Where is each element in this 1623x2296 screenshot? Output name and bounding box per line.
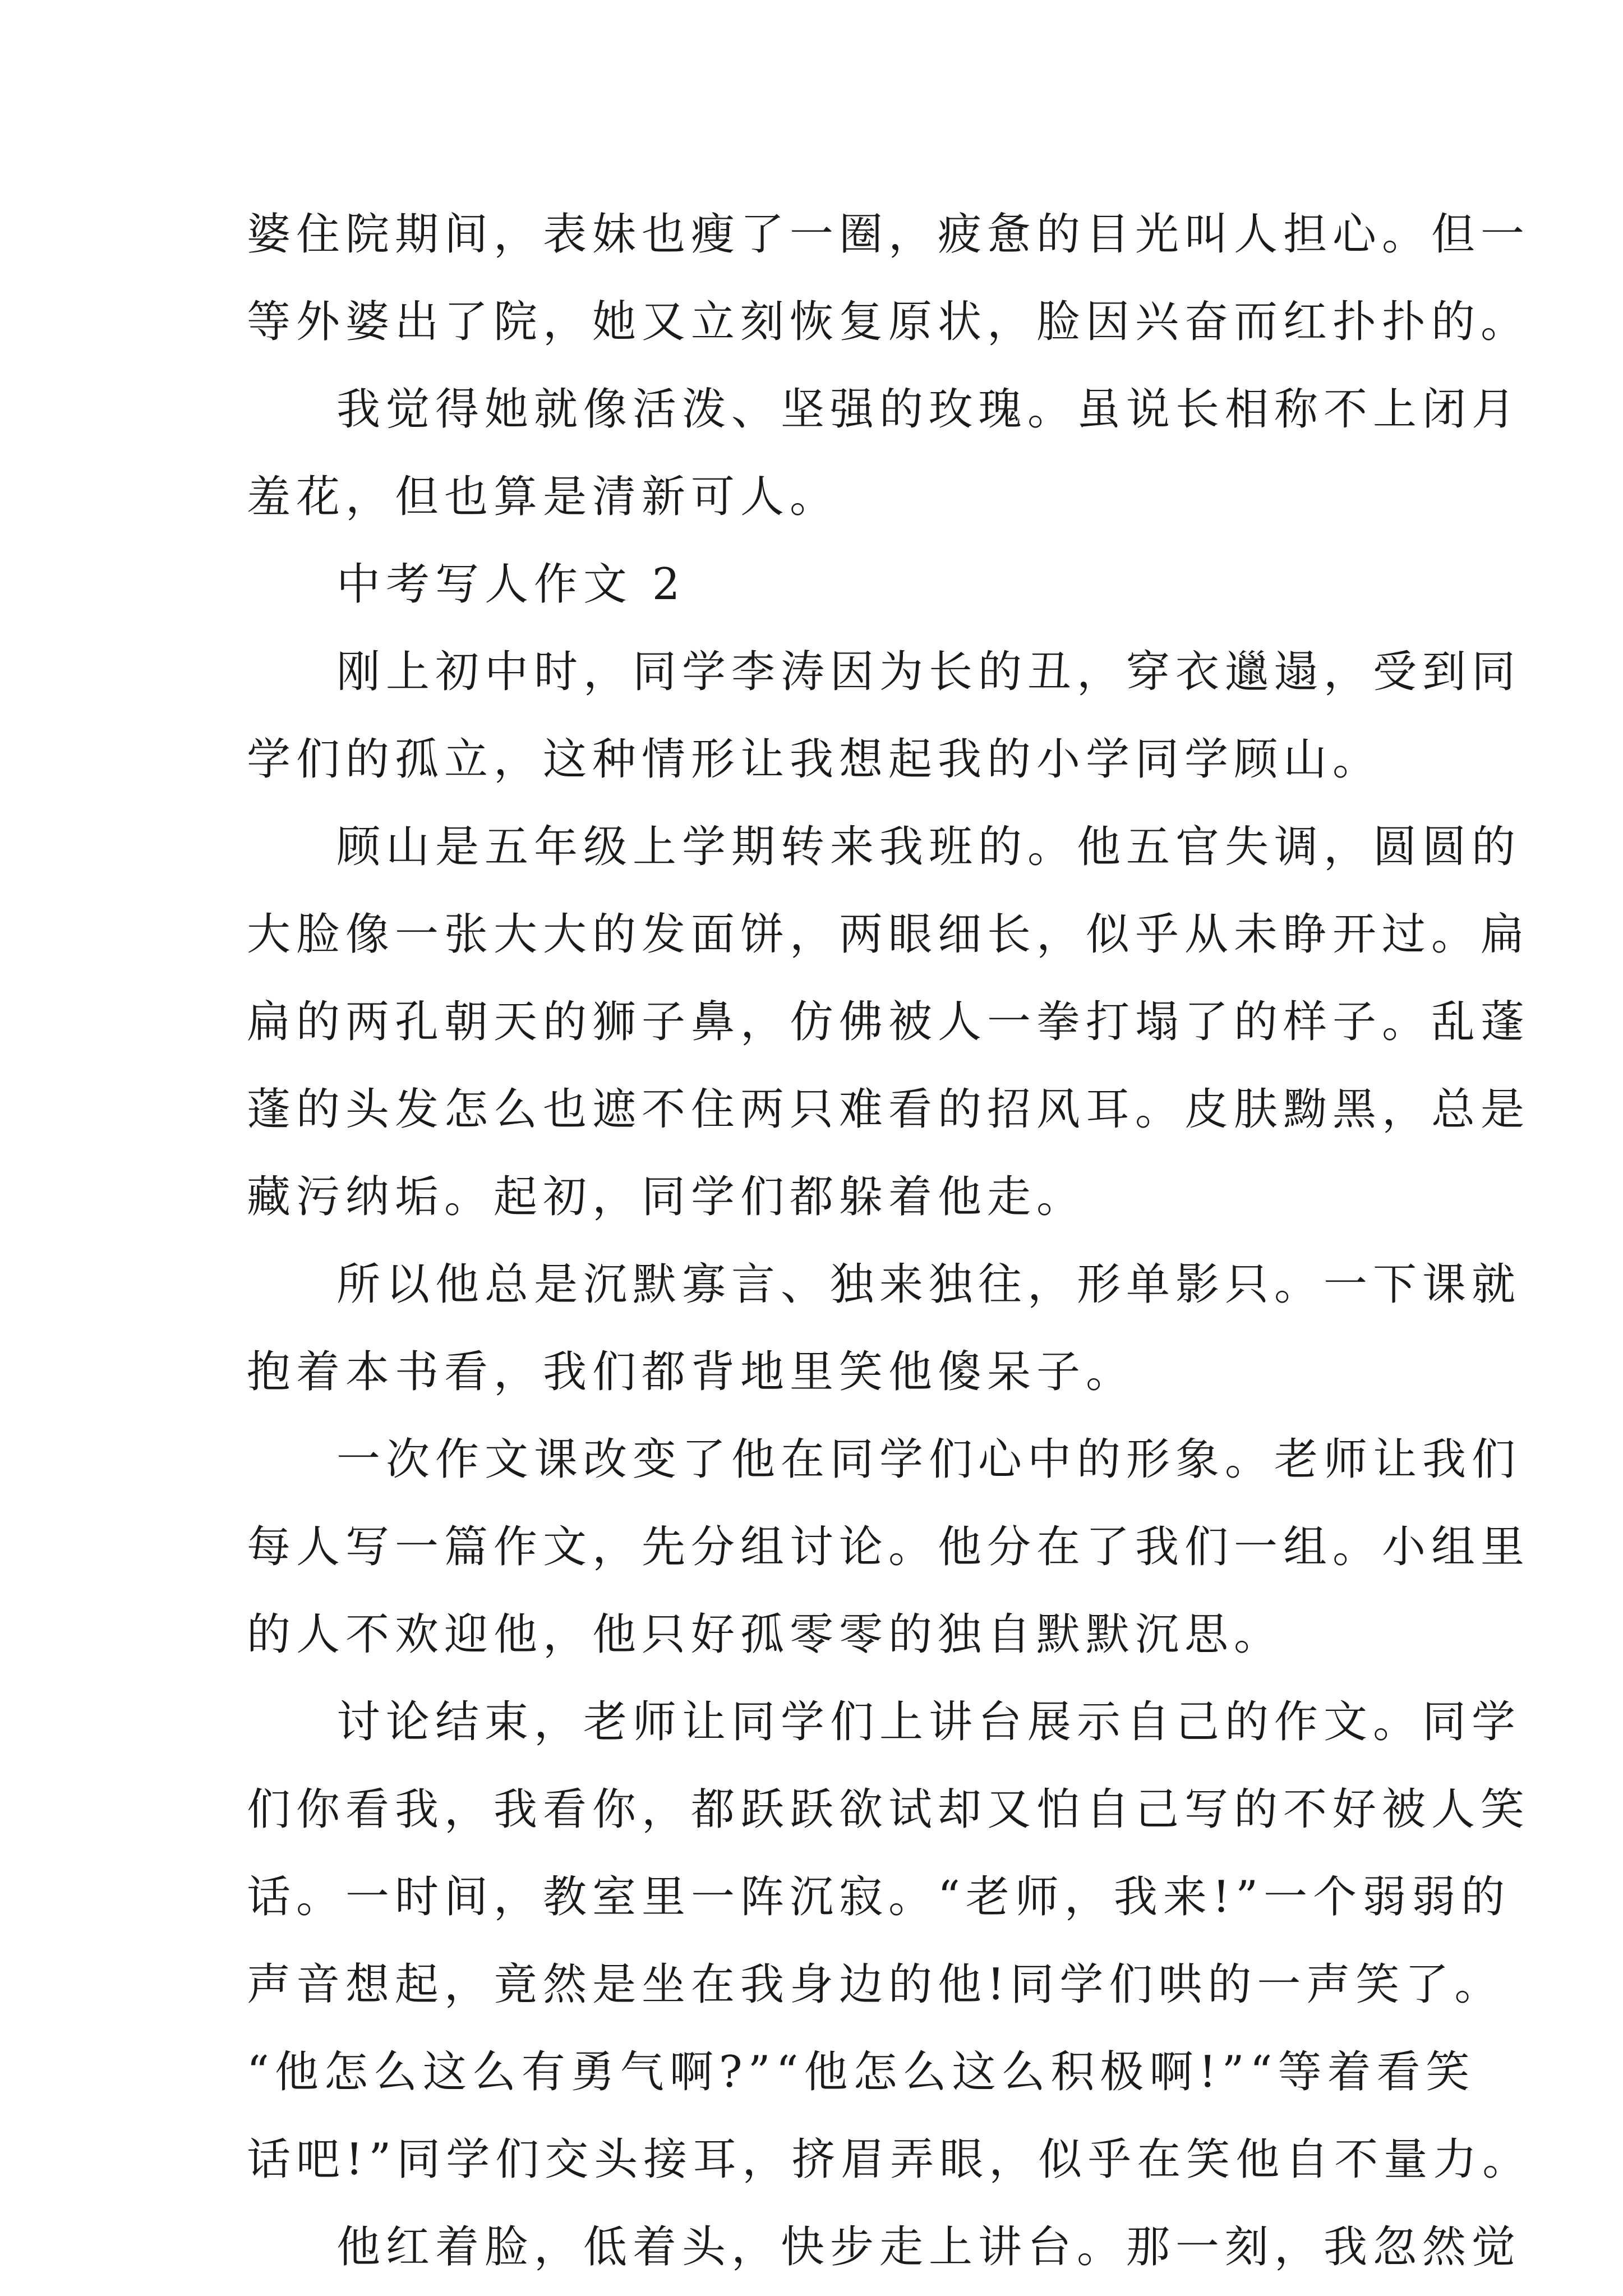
text-line: 顾山是五年级上学期转来我班的。他五官失调，圆圆的 [336, 822, 1521, 872]
text-line: 一次作文课改变了他在同学们心中的形象。老师让我们 [336, 1434, 1521, 1485]
text-line: 话。一时间，教室里一阵沉寂。“老师，我来!”一个弱弱的 [247, 1872, 1511, 1922]
text-line: 刚上初中时，同学李涛因为长的丑，穿衣邋遢，受到同 [336, 647, 1521, 697]
text-line: 抱着本书看，我们都背地里笑他傻呆子。 [247, 1347, 1136, 1397]
text-line: 所以他总是沉默寡言、独来独往，形单影只。一下课就 [336, 1259, 1521, 1310]
text-line: 他红着脸，低着头，快步走上讲台。那一刻，我忽然觉 [336, 2222, 1521, 2272]
text-line: 的人不欢迎他，他只好孤零零的独自默默沉思。 [247, 1609, 1284, 1660]
text-line: 等外婆出了院，她又立刻恢复原状，脸因兴奋而红扑扑的。 [247, 297, 1530, 347]
text-line: 藏污纳垢。起初，同学们都躲着他走。 [247, 1172, 1086, 1222]
text-line: 羞花，但也算是清新可人。 [247, 472, 840, 522]
text-line: 讨论结束，老师让同学们上讲台展示自己的作文。同学 [336, 1697, 1521, 1747]
text-line: 蓬的头发怎么也遮不住两只难看的招风耳。皮肤黝黑，总是 [247, 1084, 1530, 1135]
text-line: 大脸像一张大大的发面饼，两眼细长，似乎从未睁开过。扁 [247, 909, 1530, 960]
text-line: 婆住院期间，表妹也瘦了一圈，疲惫的目光叫人担心。但一 [247, 209, 1530, 260]
text-line: 中考写人作文 2 [336, 559, 686, 610]
body-text [247, 191, 1532, 2291]
text-line: 学们的孤立，这种情形让我想起我的小学同学顾山。 [247, 734, 1382, 785]
text-line: 话吧!”同学们交头接耳，挤眉弄眼，似乎在笑他自不量力。 [247, 2134, 1532, 2185]
text-line: 们你看我，我看你，都跃跃欲试却又怕自己写的不好被人笑 [247, 1784, 1530, 1835]
text-line: 我觉得她就像活泼、坚强的玫瑰。虽说长相称不上闭月 [336, 384, 1521, 435]
text-line: 声音想起，竟然是坐在我身边的他!同学们哄的一声笑了。 [247, 1959, 1504, 2010]
text-line: “他怎么这么有勇气啊?”“他怎么这么积极啊!”“等着看笑 [247, 2047, 1476, 2097]
text-line: 每人写一篇作文，先分组讨论。他分在了我们一组。小组里 [247, 1522, 1530, 1572]
text-line: 扁的两孔朝天的狮子鼻，仿佛被人一拳打塌了的样子。乱蓬 [247, 997, 1530, 1047]
